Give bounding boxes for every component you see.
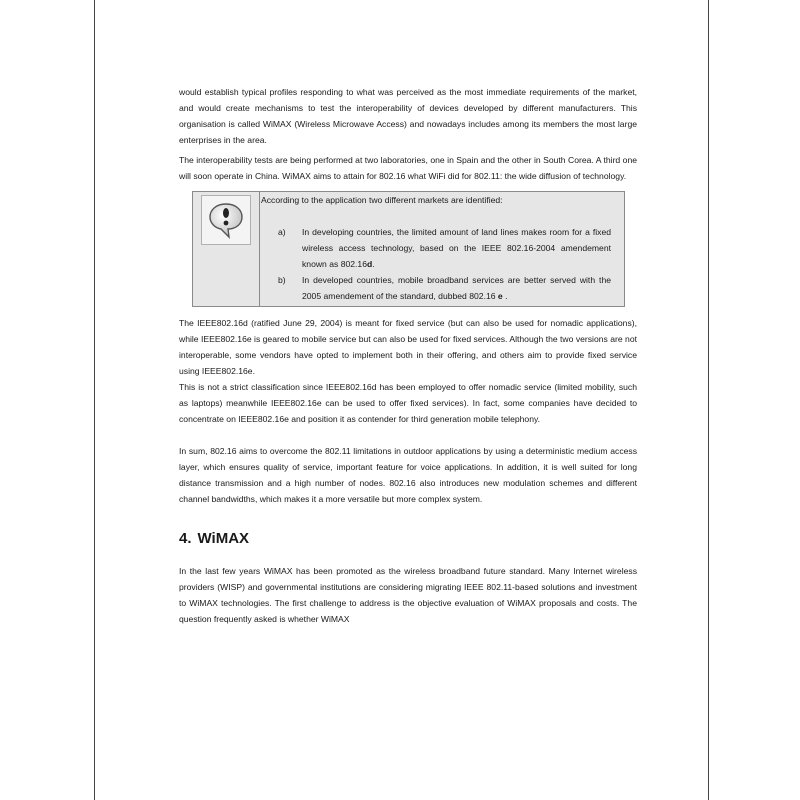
paragraph-wimax-intro: In the last few years WiMAX has been promoted as the wireless broadband future standard. Many Internet wireless providers (WISP) and governmental institutions are considering migrating IEEE 802.11-based solutions and investment to WiMAX technologies. The first challenge to address is the objective evaluation of WiMAX proposals and costs. The question frequently asked is whether WiMAX bbox=[179, 566, 637, 624]
note-intro: According to the application two different markets are identified: bbox=[261, 195, 503, 205]
list-marker: b) bbox=[278, 275, 286, 285]
section-number: 4. bbox=[179, 530, 192, 547]
section-heading bbox=[179, 529, 637, 549]
paragraph-ieee-versions: The IEEE802.16d (ratified June 29, 2004) is meant for fixed service (but can also be used for nomadic applications), while IEEE802.16e is geared to mobile service but can also be used for fixed services. Although the two versions are not interoperable, some vendors have opted to implement both in their offering, and others aim to provide fixed service using IEEE802.16e. bbox=[179, 318, 637, 376]
list-marker: a) bbox=[278, 227, 286, 237]
document-page bbox=[94, 0, 709, 800]
speech-bubble-exclamation-icon bbox=[201, 195, 251, 245]
list-item-text: In developed countries, mobile broadband services are better served with the 2005 amendement of the standard, dubbed 802.16 e . bbox=[302, 275, 611, 301]
section-title: WiMAX bbox=[197, 530, 250, 547]
paragraph-summary: In sum, 802.16 aims to overcome the 802.11 limitations in outdoor applications by using a deterministic medium access layer, which ensures quality of service, important feature for voice applications. In addition, it is well suited for long distance transmission and a high number of nodes. 802.16 also introduces new modulation schemes and different channel bandwidths, which makes it a more versatile but more complex system. bbox=[179, 446, 637, 504]
page-content bbox=[179, 84, 637, 627]
paragraph-interoperability-tests: The interoperability tests are being performed at two laboratories, one in Spain and the other in South Corea. A third one will soon operate in China. WiMAX aims to attain for 802.16 what WiFi did for 802.11: the wide diffusion of technology. bbox=[179, 155, 637, 181]
note-list-item bbox=[261, 224, 624, 272]
note-icon-cell bbox=[193, 192, 260, 306]
note-box bbox=[192, 191, 625, 307]
paragraph-wimax-organisation: would establish typical profiles responding to what was perceived as the most immediate requirements of the market, and would create mechanisms to test the interoperability of devices developed by different manufacturers. This organisation is called WiMAX (Wireless Microwave Access) and nowadays includes among its members the most large enterprises in the area. bbox=[179, 87, 637, 145]
paragraph-classification: This is not a strict classification since IEEE802.16d has been employed to offer nomadic service (limited mobility, such as laptops) meanwhile IEEE802.16e can be used to offer fixed services). In fact, some companies have decided to concentrate on IEEE802.16e and position it as contender for third generation mobile telephony. bbox=[179, 382, 637, 424]
note-list-item bbox=[261, 272, 624, 304]
note-text bbox=[260, 192, 624, 306]
list-item-text: In developing countries, the limited amount of land lines makes room for a fixed wireless access technology, based on the IEEE 802.16-2004 amendement known as 802.16d. bbox=[302, 227, 611, 269]
note-list bbox=[261, 224, 624, 304]
